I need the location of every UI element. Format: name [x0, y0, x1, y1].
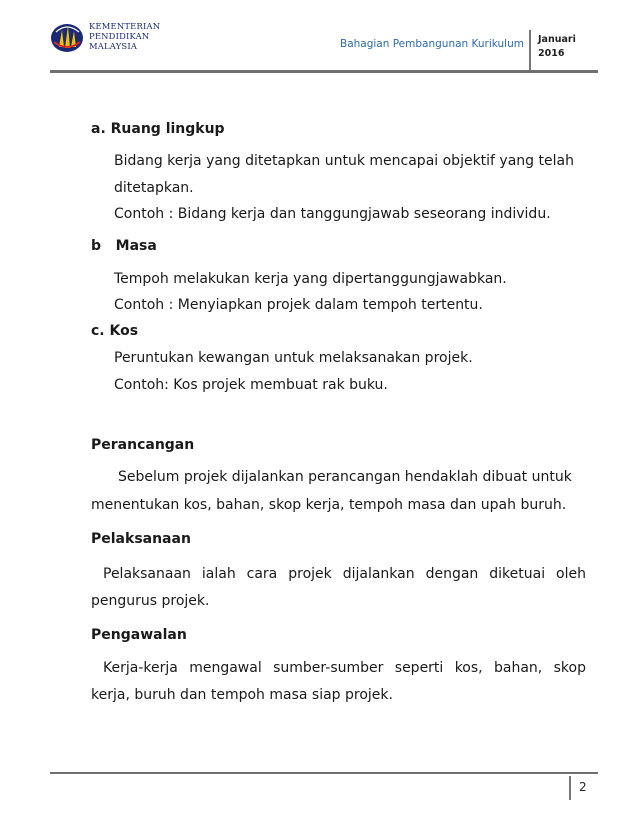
- pelaksanaan-heading: Pelaksanaan: [91, 531, 191, 547]
- date-box: [529, 30, 591, 72]
- pelaksanaan-line1: Pelaksanaan ialah cara projek dijalankan dengan diketuai oleh: [103, 566, 586, 582]
- section-a-line2: ditetapkan.: [114, 180, 194, 196]
- pengawalan-line1: Kerja-kerja mengawal sumber-sumber seperti kos, bahan, skop: [103, 660, 586, 676]
- department-name: Bahagian Pembangunan Kurikulum: [339, 38, 524, 50]
- perancangan-line2: menentukan kos, bahan, skop kerja, tempoh masa dan upah buruh.: [91, 497, 567, 513]
- page-number-box: [569, 776, 601, 800]
- date-year: 2016: [538, 48, 565, 59]
- section-c-example: Contoh: Kos projek membuat rak buku.: [114, 377, 388, 393]
- section-c-heading: c. Kos: [91, 323, 139, 339]
- perancangan-line1: Sebelum projek dijalankan perancangan hendaklah dibuat untuk: [118, 469, 572, 485]
- section-a-line1: Bidang kerja yang ditetapkan untuk mencapai objektif yang telah: [114, 153, 574, 169]
- pengawalan-heading: Pengawalan: [91, 627, 187, 643]
- perancangan-heading: Perancangan: [91, 437, 195, 453]
- section-b-example: Contoh : Menyiapkan projek dalam tempoh tertentu.: [114, 297, 483, 313]
- ministry-logo: [50, 18, 200, 56]
- ministry-emblem-icon: [50, 20, 86, 54]
- section-b-heading: b Masa: [91, 238, 157, 254]
- section-a-example: Contoh : Bidang kerja dan tanggungjawab seseorang individu.: [114, 206, 551, 222]
- ministry-name: KEMENTERIAN PENDIDIKAN MALAYSIA: [89, 21, 161, 51]
- pelaksanaan-line2: pengurus projek.: [91, 593, 210, 609]
- footer-divider: [50, 772, 598, 774]
- page-number: 2: [579, 780, 587, 794]
- section-a-heading: a. Ruang lingkup: [91, 121, 225, 137]
- section-b-line1: Tempoh melakukan kerja yang dipertanggungjawabkan.: [114, 271, 507, 287]
- date-month: Januari: [538, 34, 576, 45]
- section-c-line1: Peruntukan kewangan untuk melaksanakan projek.: [114, 350, 473, 366]
- header-divider: [50, 70, 598, 73]
- pengawalan-line2: kerja, buruh dan tempoh masa siap projek.: [91, 687, 393, 703]
